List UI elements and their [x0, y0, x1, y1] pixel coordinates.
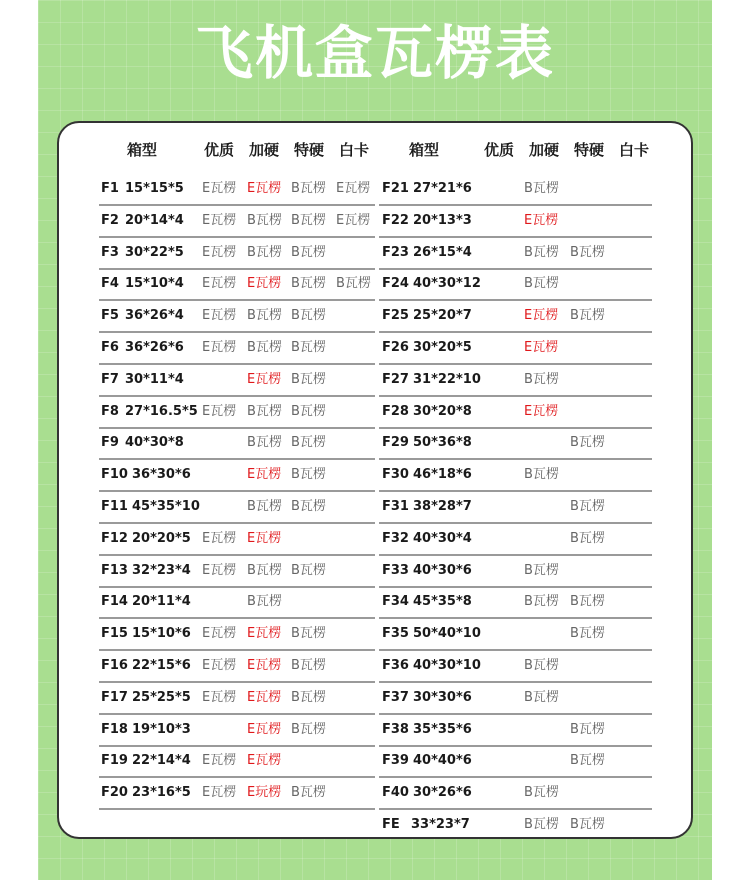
- box-size: 36*30*6: [132, 467, 191, 483]
- hard-material: B瓦楞: [247, 435, 282, 451]
- premium-material: E瓦楞: [202, 626, 237, 642]
- table-row: [0, 237, 750, 269]
- box-code: F13: [101, 562, 128, 578]
- header-white-right: 白卡: [619, 141, 650, 159]
- box-size: 33*23*7: [411, 817, 470, 832]
- box-code: F38: [382, 721, 409, 737]
- table-row: [0, 777, 750, 809]
- box-size: 30*20*8: [413, 403, 472, 419]
- box-code: F30: [382, 467, 409, 483]
- box-code: F17: [101, 689, 128, 705]
- box-code: F21: [382, 181, 409, 196]
- header-white-left: 白卡: [339, 141, 370, 159]
- extra-hard-material: B瓦楞: [570, 244, 605, 260]
- box-size: 45*35*8: [413, 594, 472, 610]
- box-code: F32: [382, 530, 409, 546]
- table-row: [0, 268, 750, 300]
- premium-material: E瓦楞: [202, 403, 237, 419]
- hard-material: E瓦楞: [247, 721, 282, 737]
- box-size: 30*22*5: [125, 244, 184, 260]
- premium-material: E瓦楞: [202, 562, 237, 578]
- box-size: 40*30*12: [413, 276, 481, 292]
- hard-material: B瓦楞: [247, 244, 282, 260]
- box-size: 27*16.5*5: [125, 403, 198, 419]
- extra-hard-material: B瓦楞: [291, 340, 326, 355]
- header-size-right: 箱型: [409, 141, 440, 159]
- extra-hard-material: B瓦楞: [291, 212, 326, 228]
- premium-material: E瓦楞: [202, 785, 237, 801]
- premium-material: E瓦楞: [202, 658, 237, 673]
- box-size: 19*10*3: [132, 721, 191, 737]
- header-premium-right: 优质: [484, 141, 515, 159]
- extra-hard-material: B瓦楞: [291, 689, 326, 705]
- hard-material: B瓦楞: [524, 817, 559, 832]
- hard-material: E瓦楞: [247, 658, 282, 673]
- box-size: 40*30*8: [125, 435, 184, 451]
- box-code: FE: [382, 817, 400, 832]
- box-code: F24: [382, 276, 409, 292]
- box-code: F2: [101, 212, 119, 228]
- box-size: 36*26*6: [125, 340, 184, 355]
- extra-hard-material: B瓦楞: [570, 530, 605, 546]
- hard-material: E瓦楞: [247, 626, 282, 642]
- extra-hard-material: B瓦楞: [570, 435, 605, 451]
- box-size: 20*14*4: [125, 212, 184, 228]
- table-row: [0, 523, 750, 555]
- premium-material: E瓦楞: [202, 753, 237, 769]
- box-size: 46*18*6: [413, 467, 472, 483]
- box-code: F6: [101, 340, 119, 355]
- box-code: F19: [101, 753, 128, 769]
- extra-hard-material: B瓦楞: [570, 499, 605, 514]
- extra-hard-material: B瓦楞: [291, 371, 326, 387]
- hard-material: B瓦楞: [524, 371, 559, 387]
- hard-material: B瓦楞: [247, 403, 282, 419]
- white-card-material: E瓦楞: [336, 181, 371, 196]
- table-row: [0, 809, 750, 841]
- box-size: 38*28*7: [413, 499, 472, 514]
- box-size: 26*15*4: [413, 244, 472, 260]
- box-size: 23*16*5: [132, 785, 191, 801]
- table-row: [0, 459, 750, 491]
- extra-hard-material: B瓦楞: [291, 244, 326, 260]
- hard-material: B瓦楞: [524, 244, 559, 260]
- premium-material: E瓦楞: [202, 244, 237, 260]
- table-row: [0, 205, 750, 237]
- premium-material: E瓦楞: [202, 340, 237, 355]
- extra-hard-material: B瓦楞: [570, 721, 605, 737]
- box-size: 35*35*6: [413, 721, 472, 737]
- header-hard-left: 加硬: [249, 141, 280, 159]
- extra-hard-material: B瓦楞: [291, 276, 326, 292]
- table-row: [0, 396, 750, 428]
- table-row: [0, 745, 750, 777]
- box-size: 20*11*4: [132, 594, 191, 610]
- box-size: 25*25*5: [132, 689, 191, 705]
- extra-hard-material: B瓦楞: [291, 658, 326, 673]
- box-code: F22: [382, 212, 409, 228]
- header-extra-hard-left: 特硬: [294, 141, 325, 159]
- hard-material: B瓦楞: [524, 467, 559, 483]
- hard-material: E瓦楞: [524, 403, 559, 419]
- table-row: [0, 427, 750, 459]
- hard-material: E瓦楞: [247, 753, 282, 769]
- box-size: 36*26*4: [125, 308, 184, 324]
- box-size: 15*10*6: [132, 626, 191, 642]
- hard-material: E瓦楞: [524, 340, 559, 355]
- box-code: F4: [101, 276, 119, 292]
- box-size: 25*20*7: [413, 308, 472, 324]
- extra-hard-material: B瓦楞: [291, 562, 326, 578]
- box-size: 40*30*6: [413, 562, 472, 578]
- extra-hard-material: B瓦楞: [570, 753, 605, 769]
- box-code: F14: [101, 594, 128, 610]
- box-code: F34: [382, 594, 409, 610]
- box-code: F15: [101, 626, 128, 642]
- box-code: F29: [382, 435, 409, 451]
- box-code: F3: [101, 244, 119, 260]
- box-code: F40: [382, 785, 409, 801]
- hard-material: E瓦楞: [247, 371, 282, 387]
- hard-material: E玩楞: [247, 785, 282, 801]
- box-code: F7: [101, 371, 119, 387]
- premium-material: E瓦楞: [202, 308, 237, 324]
- hard-material: E瓦楞: [524, 308, 559, 324]
- table-row: [0, 714, 750, 746]
- hard-material: B瓦楞: [524, 181, 559, 196]
- hard-material: B瓦楞: [524, 276, 559, 292]
- box-size: 22*14*4: [132, 753, 191, 769]
- extra-hard-material: B瓦楞: [291, 181, 326, 196]
- header-hard-right: 加硬: [529, 141, 560, 159]
- extra-hard-material: B瓦楞: [291, 435, 326, 451]
- box-code: F16: [101, 658, 128, 673]
- hard-material: E瓦楞: [524, 212, 559, 228]
- hard-material: B瓦楞: [524, 562, 559, 578]
- box-size: 45*35*10: [132, 499, 200, 514]
- box-code: F25: [382, 308, 409, 324]
- box-size: 40*40*6: [413, 753, 472, 769]
- box-size: 40*30*4: [413, 530, 472, 546]
- box-code: F37: [382, 689, 409, 705]
- header-premium-left: 优质: [204, 141, 235, 159]
- table-row: [0, 618, 750, 650]
- box-code: F8: [101, 403, 119, 419]
- table-row: [0, 491, 750, 523]
- table-row: [0, 555, 750, 587]
- box-size: 50*36*8: [413, 435, 472, 451]
- hard-material: E瓦楞: [247, 467, 282, 483]
- white-card-material: B瓦楞: [336, 276, 371, 292]
- box-code: F31: [382, 499, 409, 514]
- hard-material: E瓦楞: [247, 181, 282, 196]
- table-row: [0, 300, 750, 332]
- box-code: F10: [101, 467, 128, 483]
- hard-material: E瓦楞: [247, 689, 282, 705]
- premium-material: E瓦楞: [202, 530, 237, 546]
- box-size: 50*40*10: [413, 626, 481, 642]
- box-code: F18: [101, 721, 128, 737]
- box-code: F35: [382, 626, 409, 642]
- box-code: F11: [101, 499, 128, 514]
- extra-hard-material: B瓦楞: [570, 817, 605, 832]
- box-code: F27: [382, 371, 409, 387]
- white-card-material: E瓦楞: [336, 212, 371, 228]
- box-size: 22*15*6: [132, 658, 191, 673]
- box-code: F1: [101, 181, 119, 196]
- premium-material: E瓦楞: [202, 689, 237, 705]
- hard-material: B瓦楞: [524, 594, 559, 610]
- box-size: 20*20*5: [132, 530, 191, 546]
- hard-material: B瓦楞: [247, 212, 282, 228]
- box-size: 15*10*4: [125, 276, 184, 292]
- premium-material: E瓦楞: [202, 276, 237, 292]
- extra-hard-material: B瓦楞: [291, 721, 326, 737]
- box-code: F39: [382, 753, 409, 769]
- header-extra-hard-right: 特硬: [574, 141, 605, 159]
- box-size: 30*20*5: [413, 340, 472, 355]
- hard-material: E瓦楞: [247, 276, 282, 292]
- extra-hard-material: B瓦楞: [570, 626, 605, 642]
- extra-hard-material: B瓦楞: [570, 308, 605, 324]
- box-code: F23: [382, 244, 409, 260]
- hard-material: E瓦楞: [247, 530, 282, 546]
- hard-material: B瓦楞: [524, 785, 559, 801]
- box-code: F9: [101, 435, 119, 451]
- box-size: 30*11*4: [125, 371, 184, 387]
- table-row: [0, 650, 750, 682]
- table-row: [0, 682, 750, 714]
- table-row: [0, 173, 750, 205]
- box-code: F36: [382, 658, 409, 673]
- box-code: F20: [101, 785, 128, 801]
- extra-hard-material: B瓦楞: [291, 467, 326, 483]
- hard-material: B瓦楞: [524, 689, 559, 705]
- premium-material: E瓦楞: [202, 212, 237, 228]
- box-size: 27*21*6: [413, 181, 472, 196]
- box-code: F5: [101, 308, 119, 324]
- table-row: [0, 586, 750, 618]
- page-title: 飞机盒瓦楞表: [194, 19, 555, 87]
- box-size: 30*26*6: [413, 785, 472, 801]
- box-size: 15*15*5: [125, 181, 184, 196]
- table-row: [0, 364, 750, 396]
- hard-material: B瓦楞: [247, 340, 282, 355]
- header-size-left: 箱型: [127, 141, 158, 159]
- box-code: F26: [382, 340, 409, 355]
- box-code: F33: [382, 562, 409, 578]
- extra-hard-material: B瓦楞: [291, 403, 326, 419]
- box-code: F12: [101, 530, 128, 546]
- box-size: 40*30*10: [413, 658, 481, 673]
- table-row: [0, 332, 750, 364]
- extra-hard-material: B瓦楞: [291, 308, 326, 324]
- premium-material: E瓦楞: [202, 181, 237, 196]
- extra-hard-material: B瓦楞: [291, 785, 326, 801]
- box-size: 31*22*10: [413, 371, 481, 387]
- box-size: 32*23*4: [132, 562, 191, 578]
- box-code: F28: [382, 403, 409, 419]
- extra-hard-material: B瓦楞: [570, 594, 605, 610]
- hard-material: B瓦楞: [247, 499, 282, 514]
- hard-material: B瓦楞: [524, 658, 559, 673]
- extra-hard-material: B瓦楞: [291, 626, 326, 642]
- hard-material: B瓦楞: [247, 594, 282, 610]
- box-size: 20*13*3: [413, 212, 472, 228]
- extra-hard-material: B瓦楞: [291, 499, 326, 514]
- box-size: 30*30*6: [413, 689, 472, 705]
- hard-material: B瓦楞: [247, 562, 282, 578]
- hard-material: B瓦楞: [247, 308, 282, 324]
